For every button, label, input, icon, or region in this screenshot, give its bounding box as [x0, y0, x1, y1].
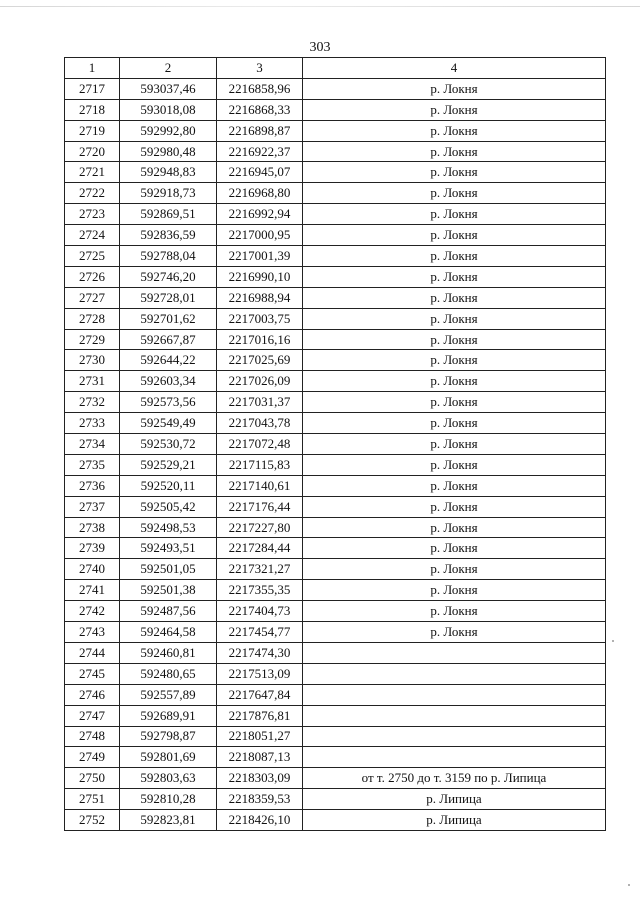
y-coordinate-cell: 2217227,80: [217, 517, 303, 538]
table-row: [65, 663, 606, 684]
x-coordinate-cell: 592803,63: [120, 768, 217, 789]
table-row: [65, 496, 606, 517]
point-number-cell: 2727: [65, 287, 120, 308]
table-row: [65, 120, 606, 141]
x-coordinate-cell: 592788,04: [120, 246, 217, 267]
coordinates-table: [64, 57, 606, 831]
y-coordinate-cell: 2217001,39: [217, 246, 303, 267]
description-cell: р. Локня: [303, 371, 606, 392]
point-number-cell: 2737: [65, 496, 120, 517]
description-cell: р. Локня: [303, 141, 606, 162]
point-number-cell: 2731: [65, 371, 120, 392]
x-coordinate-cell: 592549,49: [120, 413, 217, 434]
y-coordinate-cell: 2217454,77: [217, 622, 303, 643]
x-coordinate-cell: 592501,05: [120, 559, 217, 580]
x-coordinate-cell: 592746,20: [120, 266, 217, 287]
point-number-cell: 2735: [65, 454, 120, 475]
point-number-cell: 2721: [65, 162, 120, 183]
description-cell: р. Локня: [303, 601, 606, 622]
point-number-cell: 2749: [65, 747, 120, 768]
table-body: [65, 78, 606, 830]
y-coordinate-cell: 2218359,53: [217, 789, 303, 810]
x-coordinate-cell: 592701,62: [120, 308, 217, 329]
y-coordinate-cell: 2217284,44: [217, 538, 303, 559]
x-coordinate-cell: 592505,42: [120, 496, 217, 517]
x-coordinate-cell: 592573,56: [120, 392, 217, 413]
x-coordinate-cell: 592918,73: [120, 183, 217, 204]
table-row: [65, 810, 606, 831]
scan-edge-line: [0, 6, 640, 7]
x-coordinate-cell: 592992,80: [120, 120, 217, 141]
y-coordinate-cell: 2217026,09: [217, 371, 303, 392]
table-row: [65, 726, 606, 747]
x-coordinate-cell: 592869,51: [120, 204, 217, 225]
table-row: [65, 601, 606, 622]
point-number-cell: 2736: [65, 475, 120, 496]
point-number-cell: 2733: [65, 413, 120, 434]
table-row: [65, 559, 606, 580]
y-coordinate-cell: 2217355,35: [217, 580, 303, 601]
point-number-cell: 2728: [65, 308, 120, 329]
description-cell: р. Локня: [303, 99, 606, 120]
y-coordinate-cell: 2216992,94: [217, 204, 303, 225]
description-cell: р. Локня: [303, 454, 606, 475]
description-cell: р. Локня: [303, 246, 606, 267]
table-row: [65, 454, 606, 475]
description-cell: р. Локня: [303, 392, 606, 413]
x-coordinate-cell: 592520,11: [120, 475, 217, 496]
y-coordinate-cell: 2217140,61: [217, 475, 303, 496]
description-cell: р. Локня: [303, 183, 606, 204]
x-coordinate-cell: 592557,89: [120, 684, 217, 705]
header-col-1: 1: [65, 58, 120, 79]
description-cell: р. Локня: [303, 559, 606, 580]
description-cell: р. Локня: [303, 350, 606, 371]
point-number-cell: 2719: [65, 120, 120, 141]
y-coordinate-cell: 2217016,16: [217, 329, 303, 350]
description-cell: р. Локня: [303, 266, 606, 287]
description-cell: р. Локня: [303, 308, 606, 329]
description-cell: р. Липица: [303, 789, 606, 810]
point-number-cell: 2725: [65, 246, 120, 267]
point-number-cell: 2722: [65, 183, 120, 204]
point-number-cell: 2745: [65, 663, 120, 684]
point-number-cell: 2747: [65, 705, 120, 726]
x-coordinate-cell: 592460,81: [120, 642, 217, 663]
table-row: [65, 287, 606, 308]
y-coordinate-cell: 2217025,69: [217, 350, 303, 371]
y-coordinate-cell: 2217404,73: [217, 601, 303, 622]
x-coordinate-cell: 592530,72: [120, 434, 217, 455]
y-coordinate-cell: 2218426,10: [217, 810, 303, 831]
y-coordinate-cell: 2216968,80: [217, 183, 303, 204]
table-row: [65, 538, 606, 559]
x-coordinate-cell: 592798,87: [120, 726, 217, 747]
table-row: [65, 225, 606, 246]
table-row: [65, 413, 606, 434]
x-coordinate-cell: 593018,08: [120, 99, 217, 120]
x-coordinate-cell: 592801,69: [120, 747, 217, 768]
table-row: [65, 266, 606, 287]
description-cell: р. Локня: [303, 162, 606, 183]
point-number-cell: 2744: [65, 642, 120, 663]
x-coordinate-cell: 592948,83: [120, 162, 217, 183]
x-coordinate-cell: 592480,65: [120, 663, 217, 684]
description-cell: р. Локня: [303, 622, 606, 643]
description-cell: р. Липица: [303, 810, 606, 831]
y-coordinate-cell: 2217000,95: [217, 225, 303, 246]
description-cell: р. Локня: [303, 434, 606, 455]
table-row: [65, 642, 606, 663]
y-coordinate-cell: 2216898,87: [217, 120, 303, 141]
x-coordinate-cell: 592529,21: [120, 454, 217, 475]
header-col-4: 4: [303, 58, 606, 79]
description-cell: р. Локня: [303, 225, 606, 246]
point-number-cell: 2730: [65, 350, 120, 371]
point-number-cell: 2717: [65, 78, 120, 99]
x-coordinate-cell: 592689,91: [120, 705, 217, 726]
y-coordinate-cell: 2218303,09: [217, 768, 303, 789]
y-coordinate-cell: 2216945,07: [217, 162, 303, 183]
description-cell: р. Локня: [303, 538, 606, 559]
table-row: [65, 768, 606, 789]
page-number: 303: [309, 40, 331, 55]
table-row: [65, 308, 606, 329]
table-row: [65, 99, 606, 120]
point-number-cell: 2751: [65, 789, 120, 810]
y-coordinate-cell: 2217003,75: [217, 308, 303, 329]
scan-speck: [612, 640, 614, 642]
point-number-cell: 2729: [65, 329, 120, 350]
scan-speck: [628, 884, 630, 886]
y-coordinate-cell: 2217647,84: [217, 684, 303, 705]
point-number-cell: 2724: [65, 225, 120, 246]
point-number-cell: 2720: [65, 141, 120, 162]
y-coordinate-cell: 2217031,37: [217, 392, 303, 413]
x-coordinate-cell: 592501,38: [120, 580, 217, 601]
point-number-cell: 2739: [65, 538, 120, 559]
y-coordinate-cell: 2218087,13: [217, 747, 303, 768]
y-coordinate-cell: 2217321,27: [217, 559, 303, 580]
point-number-cell: 2752: [65, 810, 120, 831]
description-cell: [303, 663, 606, 684]
description-cell: [303, 642, 606, 663]
x-coordinate-cell: 592487,56: [120, 601, 217, 622]
x-coordinate-cell: 592644,22: [120, 350, 217, 371]
description-cell: р. Локня: [303, 517, 606, 538]
point-number-cell: 2718: [65, 99, 120, 120]
table-row: [65, 705, 606, 726]
point-number-cell: 2723: [65, 204, 120, 225]
table-row: [65, 246, 606, 267]
y-coordinate-cell: 2216922,37: [217, 141, 303, 162]
y-coordinate-cell: 2217474,30: [217, 642, 303, 663]
description-cell: р. Локня: [303, 413, 606, 434]
table-row: [65, 371, 606, 392]
y-coordinate-cell: 2216988,94: [217, 287, 303, 308]
description-cell: [303, 684, 606, 705]
x-coordinate-cell: 592810,28: [120, 789, 217, 810]
y-coordinate-cell: 2216990,10: [217, 266, 303, 287]
table-row: [65, 78, 606, 99]
table-row: [65, 684, 606, 705]
y-coordinate-cell: 2216858,96: [217, 78, 303, 99]
point-number-cell: 2750: [65, 768, 120, 789]
description-cell: р. Локня: [303, 580, 606, 601]
point-number-cell: 2734: [65, 434, 120, 455]
description-cell: р. Локня: [303, 120, 606, 141]
table-row: [65, 789, 606, 810]
table-row: [65, 183, 606, 204]
description-cell: р. Локня: [303, 329, 606, 350]
table-row: [65, 434, 606, 455]
point-number-cell: 2742: [65, 601, 120, 622]
header-col-2: 2: [120, 58, 217, 79]
table-row: [65, 517, 606, 538]
point-number-cell: 2746: [65, 684, 120, 705]
point-number-cell: 2740: [65, 559, 120, 580]
description-cell: р. Локня: [303, 78, 606, 99]
description-cell: от т. 2750 до т. 3159 по р. Липица: [303, 768, 606, 789]
table-row: [65, 162, 606, 183]
y-coordinate-cell: 2218051,27: [217, 726, 303, 747]
x-coordinate-cell: 592464,58: [120, 622, 217, 643]
table-row: [65, 475, 606, 496]
y-coordinate-cell: 2217176,44: [217, 496, 303, 517]
x-coordinate-cell: 592980,48: [120, 141, 217, 162]
x-coordinate-cell: 592823,81: [120, 810, 217, 831]
y-coordinate-cell: 2216868,33: [217, 99, 303, 120]
point-number-cell: 2732: [65, 392, 120, 413]
point-number-cell: 2726: [65, 266, 120, 287]
description-cell: р. Локня: [303, 204, 606, 225]
table-row: [65, 580, 606, 601]
description-cell: [303, 726, 606, 747]
table-row: [65, 204, 606, 225]
x-coordinate-cell: 593037,46: [120, 78, 217, 99]
description-cell: [303, 747, 606, 768]
y-coordinate-cell: 2217072,48: [217, 434, 303, 455]
point-number-cell: 2743: [65, 622, 120, 643]
table-row: [65, 747, 606, 768]
point-number-cell: 2741: [65, 580, 120, 601]
description-cell: р. Локня: [303, 287, 606, 308]
header-col-3: 3: [217, 58, 303, 79]
table-row: [65, 329, 606, 350]
x-coordinate-cell: 592498,53: [120, 517, 217, 538]
y-coordinate-cell: 2217115,83: [217, 454, 303, 475]
y-coordinate-cell: 2217043,78: [217, 413, 303, 434]
x-coordinate-cell: 592728,01: [120, 287, 217, 308]
y-coordinate-cell: 2217876,81: [217, 705, 303, 726]
table-row: [65, 141, 606, 162]
table-row: [65, 622, 606, 643]
point-number-cell: 2738: [65, 517, 120, 538]
description-cell: р. Локня: [303, 475, 606, 496]
y-coordinate-cell: 2217513,09: [217, 663, 303, 684]
description-cell: [303, 705, 606, 726]
x-coordinate-cell: 592603,34: [120, 371, 217, 392]
table-header-row: [65, 58, 606, 79]
point-number-cell: 2748: [65, 726, 120, 747]
table-row: [65, 392, 606, 413]
x-coordinate-cell: 592836,59: [120, 225, 217, 246]
table-row: [65, 350, 606, 371]
x-coordinate-cell: 592493,51: [120, 538, 217, 559]
x-coordinate-cell: 592667,87: [120, 329, 217, 350]
description-cell: р. Локня: [303, 496, 606, 517]
